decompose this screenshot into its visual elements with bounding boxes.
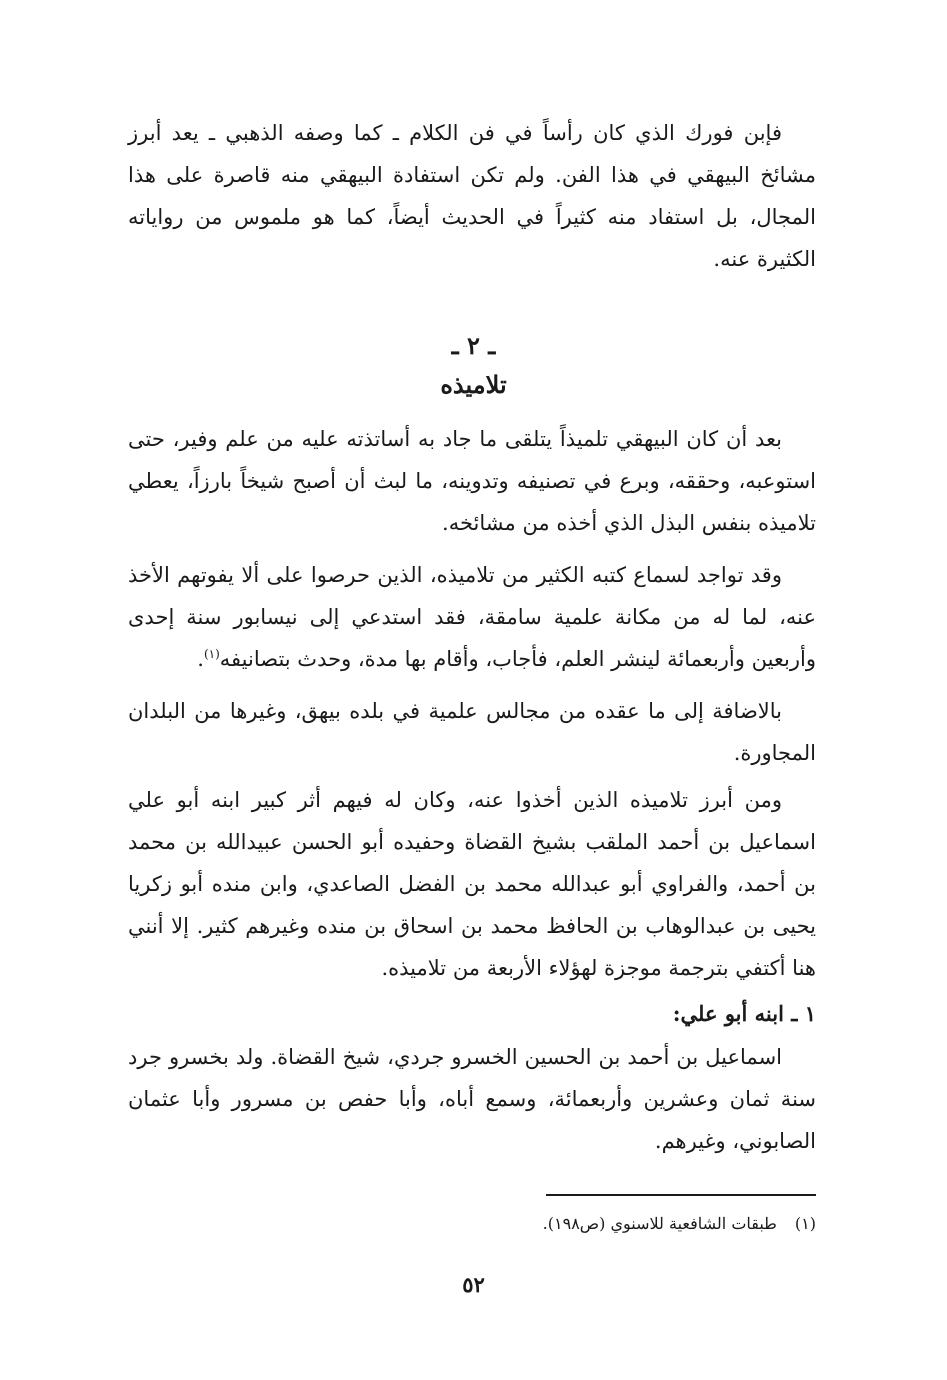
paragraph-notable-students: ومن أبرز تلاميذه الذين أخذوا عنه، وكان له فيهم أثر كبير ابنه أبو علي اسماعيل بن أحمد الملقب بشيخ القضاة وحفيده أبو الحسن عبيدالله بن محمد بن أحمد، والفراوي أبو عبدالله محمد بن الفضل الصاعدي، وابن منده أبو زكريا يحيى بن عبدالوهاب بن الحافظ محمد بن اسحاق بن منده وغيرهم كثير. إلا أنني هنا أكتفي بترجمة موجزة لهؤلاء الأربعة من تلاميذه. bbox=[128, 788, 816, 980]
footnote-number: (١) bbox=[794, 1214, 816, 1233]
footnote-divider bbox=[546, 1194, 816, 1196]
paragraph-sessions: بالاضافة إلى ما عقده من مجالس علمية في بلده بيهق، وغيرها من البلدان المجاورة. bbox=[128, 699, 816, 765]
section-number: ـ ٢ ـ bbox=[451, 331, 496, 360]
paragraph-end-mark: . bbox=[197, 647, 204, 671]
paragraph-students-attendance bbox=[128, 554, 816, 680]
intro-paragraph: فإبن فورك الذي كان رأساً في فن الكلام ـ كما وصفه الذهبي ـ يعد أبرز مشائخ البيهقي في هذا الفن. ولم تكن استفادة البيهقي منه قاصرة على هذا المجال، بل استفاد منه كثيراً في الحديث أيضاً، كما هو ملموس من رواياته الكثيرة عنه. bbox=[128, 121, 816, 271]
paragraph-teaching: بعد أن كان البيهقي تلميذاً يتلقى ما جاد به أساتذته عليه من علم وفير، حتى استوعبه، وحققه، وبرع في تصنيفه وتدوينه، ما لبث أن أصبح شيخاً بارزاً، يعطي تلاميذه بنفس البذل الذي أخذه من مشائخه. bbox=[128, 427, 816, 535]
student-heading: ١ ـ ابنه أبو علي: bbox=[672, 1001, 816, 1026]
student-biography: اسماعيل بن أحمد بن الحسين الخسرو جردي، شيخ القضاة. ولد بخسرو جرد سنة ثمان وعشرين وأربعمائة، وسمع أباه، وأبا حفص بن مسرور وأبا عثمان الصابوني، وغيرهم. bbox=[128, 1045, 816, 1153]
page-number: ٥٢ bbox=[462, 1272, 485, 1297]
footnote bbox=[128, 1210, 816, 1238]
footnote-reference: (١) bbox=[203, 647, 220, 661]
section-title: تلاميذه bbox=[440, 370, 507, 399]
footnote-text: طبقات الشافعية للاسنوي (ص١٩٨). bbox=[542, 1214, 777, 1233]
paragraph-students-attendance-text: وقد تواجد لسماع كتبه الكثير من تلاميذه، الذين حرصوا على ألا يفوتهم الأخذ عنه، لما له من مكانة علمية سامقة، فقد استدعي إلى نيسابور سنة إحدى وأربعين وأربعمائة لينشر العلم، فأجاب، وأقام بها مدة، وحدث بتصانيفه bbox=[128, 563, 816, 671]
